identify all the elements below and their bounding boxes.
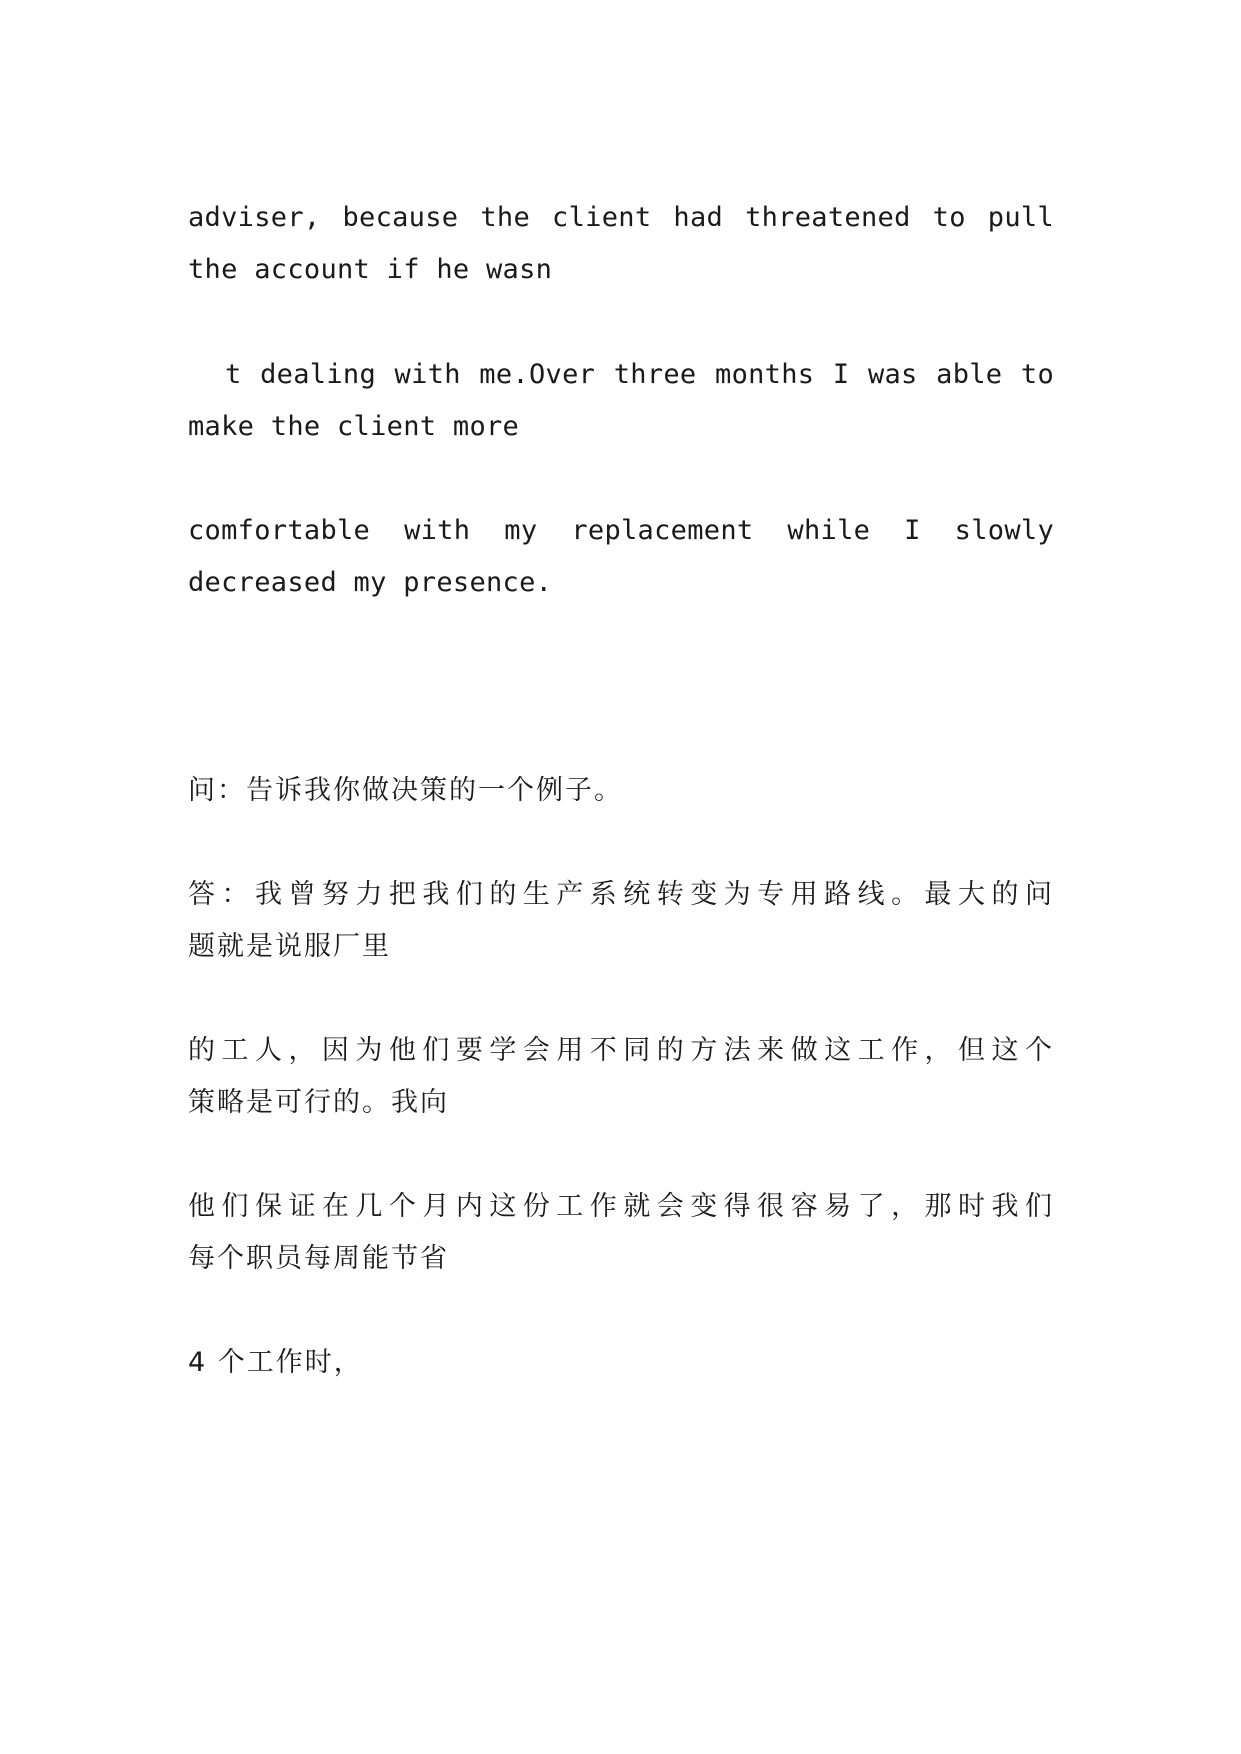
text-line: make the client more <box>188 411 520 442</box>
text-line: 他们保证在几个月内这份工作就会变得很容易了，那时我们 <box>188 1191 1054 1222</box>
text-line: 题就是说服厂里 <box>188 931 391 962</box>
text-line: t dealing with me.Over three months I was able to <box>188 359 1054 390</box>
text-line: 的工人，因为他们要学会用不同的方法来做这工作，但这个 <box>188 1035 1054 1066</box>
text-line: the account if he wasn <box>188 254 553 285</box>
answer-line: 答：我曾努力把我们的生产系统转变为专用路线。最大的问 <box>188 879 1054 910</box>
text-line: 4 个工作时， <box>188 1347 363 1378</box>
text-line: 每个职员每周能节省 <box>188 1243 449 1274</box>
question-line: 问：告诉我你做决策的一个例子。 <box>188 775 623 806</box>
text-line: comfortable with my replacement while I slowly <box>188 515 1054 546</box>
text-line: adviser, because the client had threatened to pull <box>188 202 1054 233</box>
text-line: 策略是可行的。我向 <box>188 1087 449 1118</box>
text-line: decreased my presence. <box>188 567 553 598</box>
